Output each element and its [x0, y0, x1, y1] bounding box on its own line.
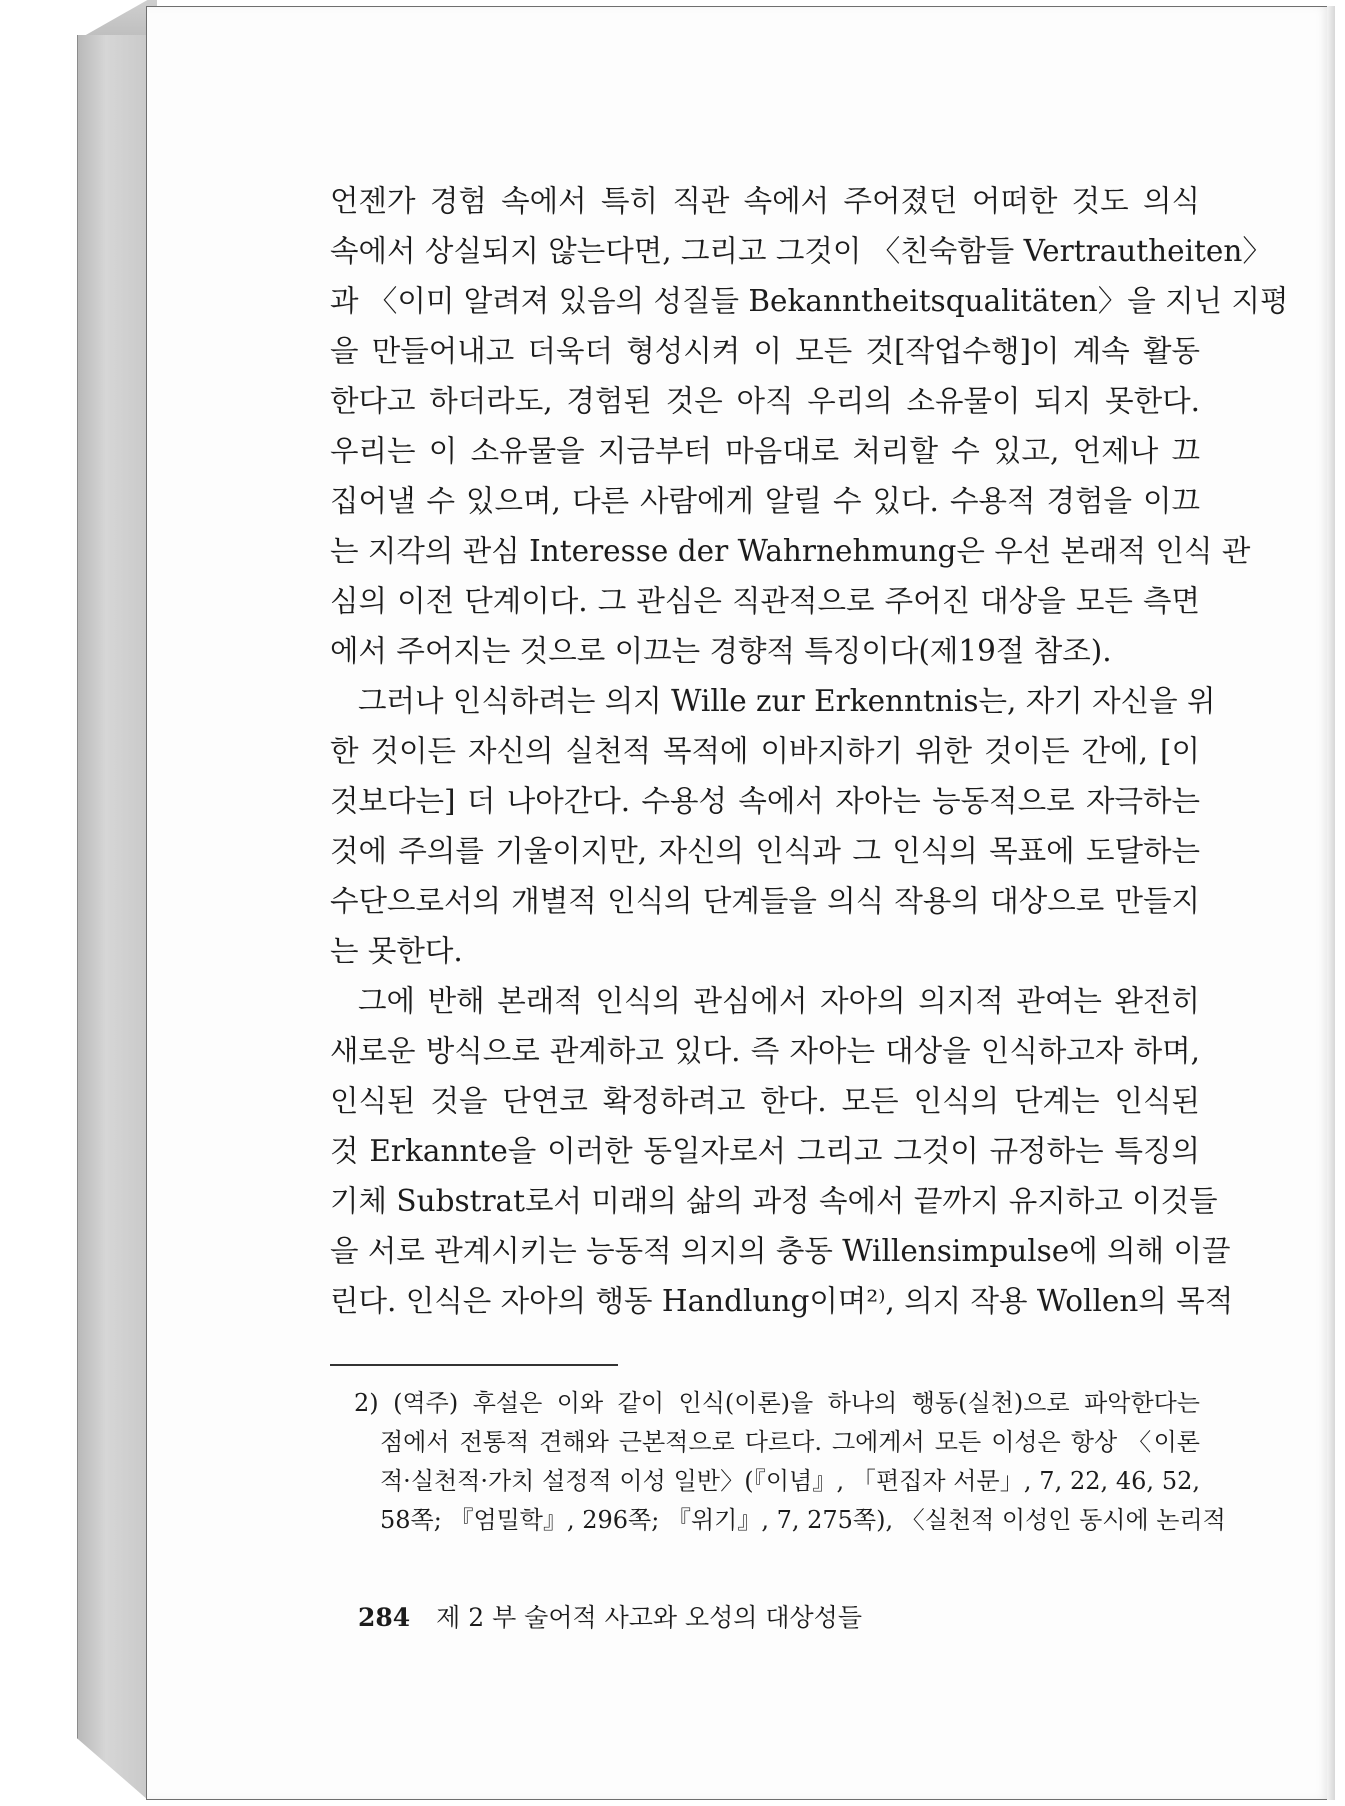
footnote-rule: [330, 1364, 618, 1366]
body-line: 언젠가 경험 속에서 특히 직관 속에서 주어졌던 어떠한 것도 의식: [330, 184, 1200, 218]
body-line: 한 것이든 자신의 실천적 목적에 이바지하기 위한 것이든 간에, [이: [330, 734, 1200, 768]
body-line: 을 만들어내고 더욱더 형성시켜 이 모든 것[작업수행]이 계속 활동: [330, 334, 1200, 368]
body-line: 심의 이전 단계이다. 그 관심은 직관적으로 주어진 대상을 모든 측면: [330, 584, 1200, 618]
body-line: 집어낼 수 있으며, 다른 사람에게 알릴 수 있다. 수용적 경험을 이끄: [330, 484, 1200, 518]
body-line: 우리는 이 소유물을 지금부터 마음대로 처리할 수 있고, 언제나 끄: [330, 434, 1200, 468]
body-line: 인식된 것을 단연코 확정하려고 한다. 모든 인식의 단계는 인식된: [330, 1084, 1200, 1118]
footnote-line: 적·실천적·가치 설정적 이성 일반〉(『이념』, 「편집자 서문」, 7, 22, 46, 52,: [380, 1467, 1200, 1495]
footnote-line: 2) (역주) 후설은 이와 같이 인식(이론)을 하나의 행동(실천)으로 파악한다는: [354, 1389, 1200, 1417]
body-line: 그러나 인식하려는 의지 Wille zur Erkenntnis는, 자기 자신을 위: [358, 684, 1216, 718]
body-line: 속에서 상실되지 않는다면, 그리고 그것이 〈친숙함들 Vertrautheiten〉: [330, 234, 1272, 268]
page-number: 284: [358, 1603, 411, 1632]
page-edge: [1327, 6, 1335, 1800]
body-line: 에서 주어지는 것으로 이끄는 경향적 특징이다(제19절 참조).: [330, 634, 1112, 668]
body-line: 과 〈이미 알려져 있음의 성질들 Bekanntheitsqualitäten〉을 지닌 지평: [330, 284, 1289, 318]
footnote: [354, 1384, 1226, 1540]
body-line: 린다. 인식은 자아의 행동 Handlung이며²⁾, 의지 작용 Wollen의 목적: [330, 1284, 1234, 1318]
body-line: 것에 주의를 기울이지만, 자신의 인식과 그 인식의 목표에 도달하는: [330, 834, 1200, 868]
body-line: 을 서로 관계시키는 능동적 의지의 충동 Willensimpulse에 의해 이끌: [330, 1234, 1231, 1268]
footnote-line: 58쪽; 『엄밀학』, 296쪽; 『위기』, 7, 275쪽), 〈실천적 이성인 동시에 논리적: [380, 1506, 1226, 1534]
body-line: 수단으로서의 개별적 인식의 단계들을 의식 작용의 대상으로 만들지: [330, 884, 1200, 918]
footnote-line: 점에서 전통적 견해와 근본적으로 다르다. 그에게서 모든 이성은 항상 〈이론: [380, 1428, 1200, 1456]
body-line: 한다고 하더라도, 경험된 것은 아직 우리의 소유물이 되지 못한다.: [330, 384, 1200, 418]
body-line: 는 못한다.: [330, 934, 463, 968]
body-line: 는 지각의 관심 Interesse der Wahrnehmung은 우선 본래적 인식 관: [330, 534, 1251, 568]
body-line: 것보다는] 더 나아간다. 수용성 속에서 자아는 능동적으로 자극하는: [330, 784, 1200, 818]
body-line: 그에 반해 본래적 인식의 관심에서 자아의 의지적 관여는 완전히: [358, 984, 1200, 1018]
running-title: 제 2 부 술어적 사고와 오성의 대상성들: [436, 1603, 862, 1632]
body-line: 새로운 방식으로 관계하고 있다. 즉 자아는 대상을 인식하고자 하며,: [330, 1034, 1200, 1068]
body-line: 기체 Substrat로서 미래의 삶의 과정 속에서 끝까지 유지하고 이것들: [330, 1184, 1218, 1218]
body-line: 것 Erkannte을 이러한 동일자로서 그리고 그것이 규정하는 특징의: [330, 1134, 1200, 1168]
book-spine-top: [77, 0, 157, 40]
book-spine: [77, 35, 148, 1800]
body-text: [330, 176, 1289, 1326]
running-footer: [358, 1598, 862, 1634]
